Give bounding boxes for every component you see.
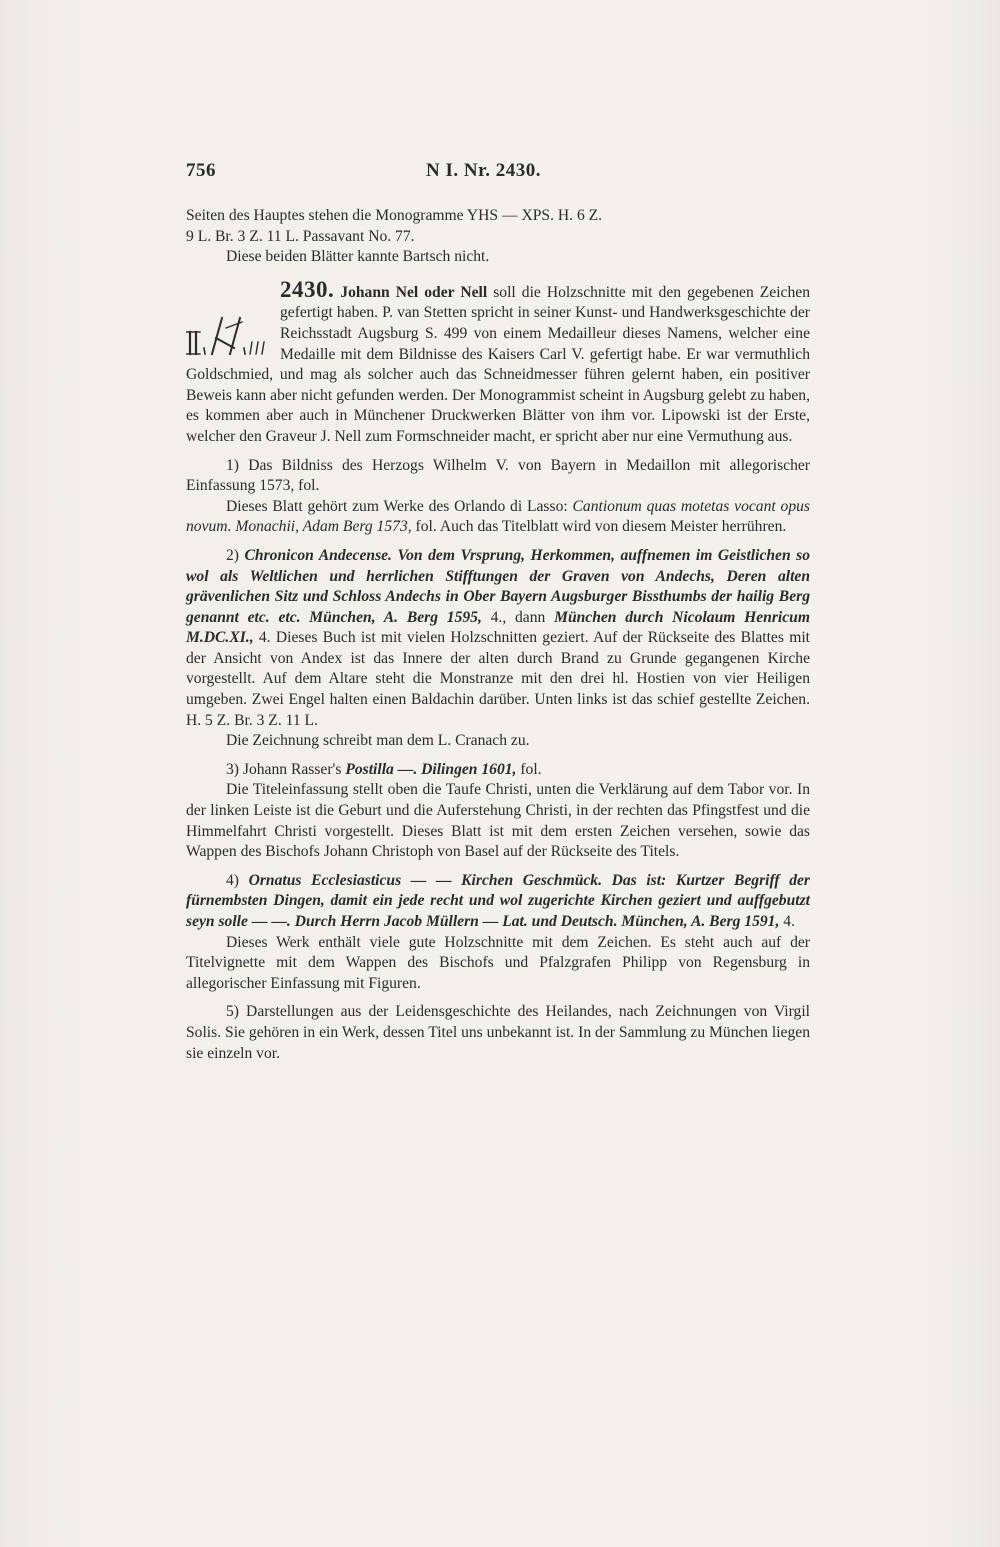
artist-name: Johann Nel oder Nell <box>340 283 488 301</box>
entry-2430 <box>186 276 810 448</box>
item-4: 4) Ornatus Ecclesiasticus — — Kirchen Geschmück. Das ist: Kurtzer Begriff der fürnembsten Dingen, damit ein jede recht und wol zugerichte Kirchen geziert und auffgebutzt seyn solle — —. Durch Herrn Jacob Müllern — Lat. und Deutsch. München, A. Berg 1591, 4. <box>186 871 810 930</box>
item-2-title: Chronicon Andecense. Von dem Vrsprung, Herkommen, auffnemen im Geistlichen so wol als Weltlichen und herrlichen Stifftungen der Graven von Andechs, Deren alten grävenlichen Sitz und Schloss Andechs in Ober Bayern Augsburger Bissthumbs der hailig Berg genannt etc. etc. München, A. Berg 1595, <box>186 546 810 626</box>
item-3-title: Postilla —. Dilingen 1601, <box>345 760 517 778</box>
item-2: 2) Chronicon Andecense. Von dem Vrsprung, Herkommen, auffnemen im Geistlichen so wol als Weltlichen und herrlichen Stifftungen der Graven von Andechs, Deren alten grävenlichen Sitz und Schloss Andechs in Ober Bayern Augsburger Bissthumbs der hailig Berg genannt etc. etc. München, A. Berg 1595, 4., dann München durch Nicolaum Henricum M.DC.XI., 4. Dieses Buch ist mit vielen Holzschnitten geziert. Auf der Rückseite des Blattes mit der Ansicht von Andex ist das Innere der alten durch Brand zu Grunde gegangenen Kirche vorgestellt. Auf dem Altare steht die Monstranze mit den drei hl. Hostien von vier Heiligen umgeben. Zwei Engel halten einen Baldachin darüber. Unten links ist das schief gestellte Zeichen. H. 5 Z. Br. 3 Z. 11 L. <box>186 546 810 729</box>
entry-text: soll die Holzschnitte mit den gegebenen Zeichen gefertigt haben. P. van Stetten spricht in seiner Kunst- und Handwerksgeschichte der Reichsstadt Augsburg S. 499 von einem Medailleur dieses Namens, welcher eine Medaille mit dem Bildnisse des Kaisers Carl V. gefertigt habe. Er war vermuthlich Goldschmied, und mag als solcher auch das Schneidmesser führen gelernt haben, ein positiver Beweis kann aber nicht gefunden werden. Der Monogrammist scheint in Augsburg gelebt zu haben, es kommen aber auch in Münchener Druckwerken Blätter von ihm vor. Lipowski ist der Erste, welcher den Graveur J. Nell zum Formschneider macht, er spricht aber nur eine Vermuthung aus. <box>186 283 810 445</box>
item-3: 3) Johann Rasser's Postilla —. Dilingen 1601, fol. <box>226 760 542 778</box>
item-5: 5) Darstellungen aus der Leidensgeschichte des Heilandes, nach Zeichnungen von Virgil Solis. Sie gehören in ein Werk, dessen Titel uns unbekannt ist. In der Sammlung zu München liegen sie einzeln vor. <box>186 1003 810 1062</box>
item-2-imprint: München durch Nicolaum Henricum M.DC.XI., <box>186 608 810 647</box>
page-header <box>186 160 810 186</box>
running-head: N I. Nr. 2430. <box>426 160 542 181</box>
item-2-note: Die Zeichnung schreibt man dem L. Cranach zu. <box>226 732 530 750</box>
intro-line-1: Seiten des Hauptes stehen die Monogramme YHS — XPS. H. 6 Z. <box>186 207 603 224</box>
entry-number: 2430. <box>280 276 335 302</box>
intro-line-2: 9 L. Br. 3 Z. 11 L. Passavant No. 77. <box>186 227 415 245</box>
item-3-note: Die Titeleinfassung stellt oben die Taufe Christi, unten die Verklärung auf dem Tabor vor. In der linken Leiste ist die Geburt und die Auferstehung Christi, in der rechten das Pfingstfest und die Himmelfahrt Christi vorgestellt. Dieses Blatt ist mit dem ersten Zeichen versehen, sowie das Wappen des Bischofs Johann Christoph von Basel auf der Rückseite des Titels. <box>186 781 810 861</box>
item-4-title: Ornatus Ecclesiasticus — — Kirchen Geschmück. Das ist: Kurtzer Begriff der fürnembsten Dingen, damit ein jede recht und wol zugerichte Kirchen geziert und auffgebutzt seyn solle — —. Durch Herrn Jacob Müllern — Lat. und Deutsch. München, A. Berg 1591, <box>186 871 810 930</box>
monogram-icon <box>186 314 278 358</box>
item-1-title: Cantionum quas motetas vocant opus novum. Monachii, Adam Berg 1573, <box>186 497 810 536</box>
body-text <box>186 206 810 1064</box>
item-4-note: Dieses Werk enthält viele gute Holzschnitte mit dem Zeichen. Es steht auch auf der Titelvignette mit dem Wappen des Bischofs und Pfalzgrafen Philipp von Regensburg in allegorischer Einfassung mit Figuren. <box>186 933 810 992</box>
item-1: 1) Das Bildniss des Herzogs Wilhelm V. von Bayern in Medaillon mit allegorischer Einfassung 1573, fol. <box>186 456 810 495</box>
page-number: 756 <box>186 160 216 181</box>
item-1-note: Dieses Blatt gehört zum Werke des Orlando di Lasso: Cantionum quas motetas vocant opus novum. Monachii, Adam Berg 1573, fol. Auch das Titelblatt wird von diesem Meister herrühren. <box>186 497 810 536</box>
intro-line-3: Diese beiden Blätter kannte Bartsch nicht. <box>226 248 490 266</box>
